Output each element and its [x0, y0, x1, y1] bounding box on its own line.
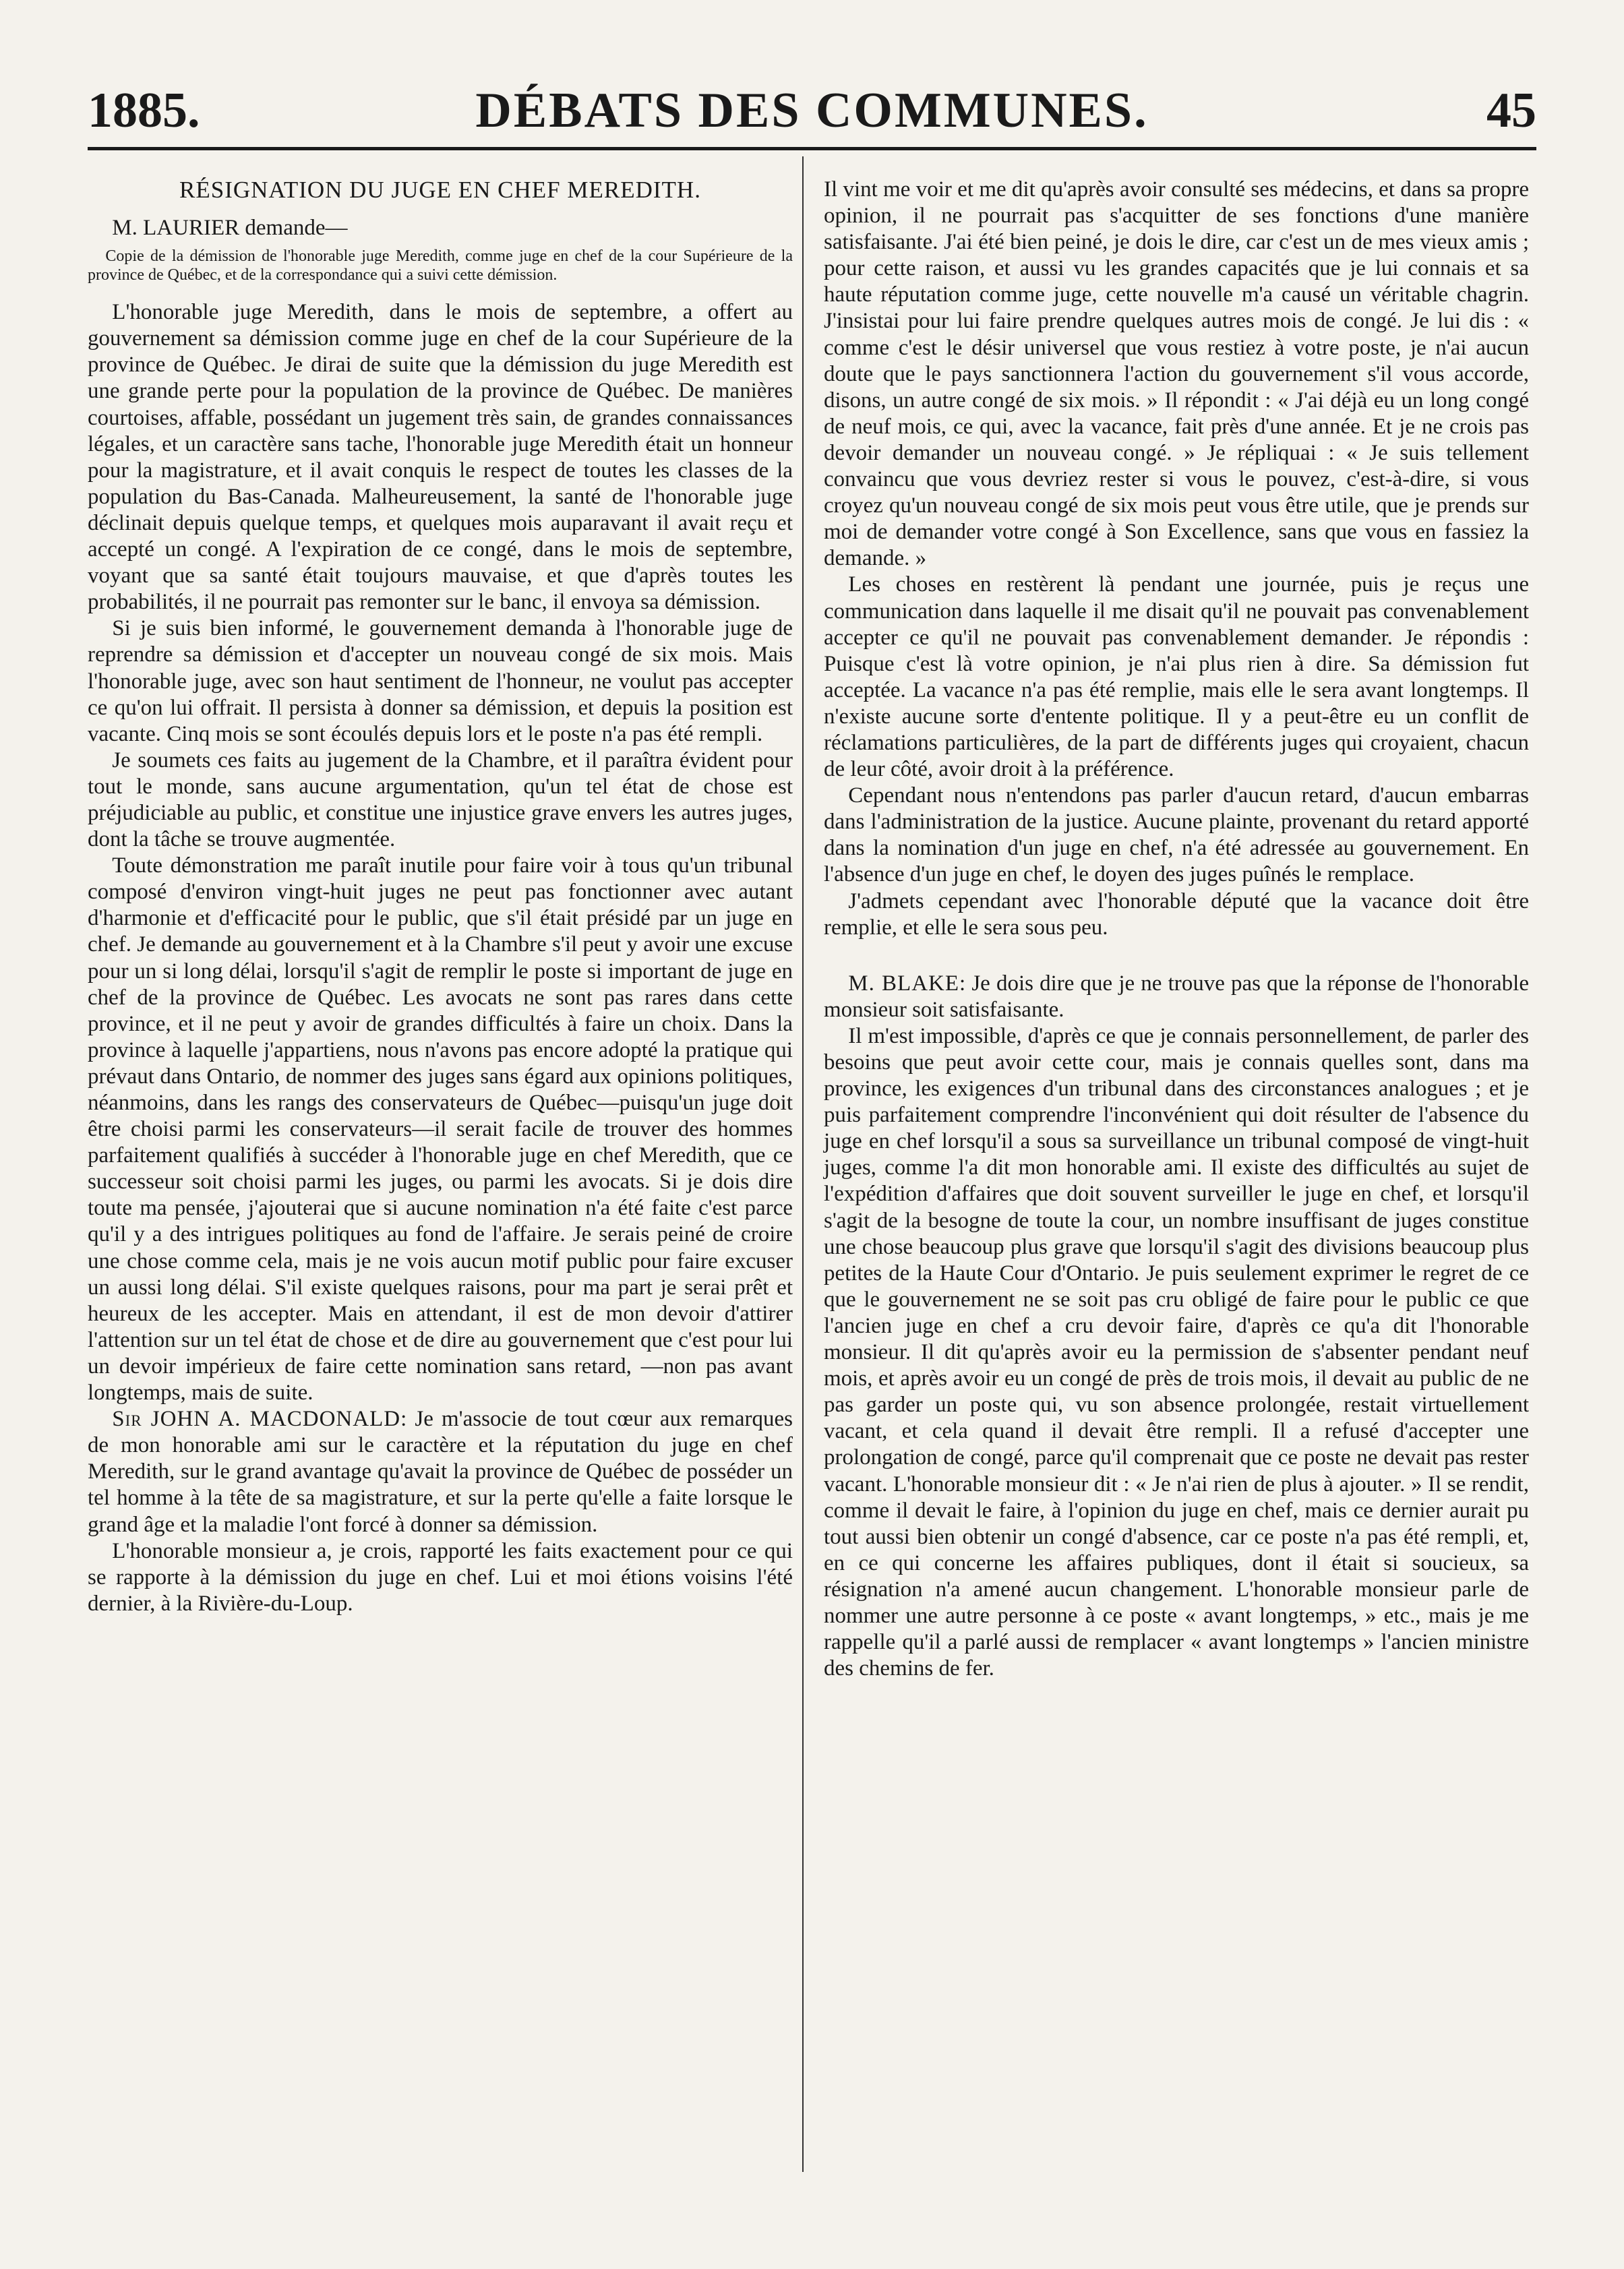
header-title: DÉBATS DES COMMUNES.: [475, 83, 1149, 138]
section-title: RÉSIGNATION DU JUGE EN CHEF MEREDITH.: [179, 177, 701, 203]
speech-text: : Je m'associe de tout cœur aux remarques de mon honorable ami sur le caractère et la réputation du juge en chef Meredith, sur le grand avantage qu'avait la province de Québec de posséder un tel homme à la tête de sa magistrature, et sur la perte qu'elle a faite lorsque le grand âge et la maladie l'ont forcé à donner sa démission.: [88, 1407, 793, 1537]
paragraph: J'admets cependant avec l'honorable député que la vacance doit être remplie, et elle le sera sous peu.: [824, 888, 1529, 940]
motion-text: Copie de la démission de l'honorable juge Meredith, comme juge en chef de la cour Supérieure de la province de Québec, et de la correspondance qui a suivi cette démission.: [88, 247, 793, 284]
paragraph: Je soumets ces faits au jugement de la Chambre, et il paraîtra évident pour tout le monde, sans aucune argumentation, qu'un tel état de chose est préjudiciable au public, et constitue une injustice grave envers les autres juges, dont la tâche se trouve augmentée.: [88, 748, 793, 852]
header-year: 1885.: [88, 83, 200, 138]
paragraph: Toute démonstration me paraît inutile pour faire voir à tous qu'un tribunal composé d'environ vingt-huit juges ne peut pas fonctionner avec autant d'harmonie et d'efficacité pour le public, que s'il était présidé par un juge en chef. Je demande au gouvernement et à la Chambre s'il peut y avoir une excuse pour un si long délai, lorsqu'il s'agit de remplir le poste si important de juge en chef de la province de Québec. Les avocats ne sont pas rares dans cette province, et il ne peut y avoir de grandes difficultés à faire un choix. Dans la province à laquelle j'appartiens, nous n'avons pas encore adopté la pratique qui prévaut dans Ontario, de nommer des juges sans égard aux opinions politiques, néanmoins, dans les rangs des conservateurs de Québec—puisqu'un juge doit être choisi parmi les conservateurs—il serait facile de trouver des hommes parfaitement qualifiés à succéder à l'honorable juge en chef Meredith, que ce successeur soit choisi parmi les juges, ou parmi les avocats. Si je dois dire toute ma pensée, j'ajouterai que si aucune nomination n'a été faite c'est parce qu'il y a des intrigues politiques au fond de l'affaire. Je serais peiné de croire une chose comme cela, mais je ne vois aucun motif public pour faire excuser un aussi long délai. S'il existe quelques raisons, pour ma part je serai prêt et heureux de les accepter. Mais en attendant, il est de mon devoir d'attirer l'attention sur un tel état de chose et de dire au gouvernement que c'est pour lui un devoir impérieux de faire cette nomination sans retard, —non pas avant longtemps, mais de suite.: [88, 853, 793, 1405]
speaker-name: M. BLAKE: [848, 971, 960, 996]
paragraph: Si je suis bien informé, le gouvernement demanda à l'honorable juge de reprendre sa démission et d'accepter un nouveau congé de six mois. Mais l'honorable juge, avec son haut sentiment de l'honneur, ne voulut pas accepter ce qu'on lui offrait. Il persista à donner sa démission, et depuis la position est vacante. Cinq mois se sont écoulés depuis lors et le poste n'a pas été rempli.: [88, 616, 793, 746]
spacer: [824, 941, 1529, 971]
speech-paragraph: [88, 1406, 793, 1538]
laurier-intro: M. LAURIER demande—: [112, 216, 348, 241]
paragraph: L'honorable monsieur a, je crois, rapporté les faits exactement pour ce qui se rapporte à la démission du juge en chef. Lui et moi étions voisins l'été dernier, à la Rivière-du-Loup.: [88, 1538, 793, 1616]
page-header: [88, 74, 1536, 148]
page-number: 45: [1486, 83, 1536, 138]
paragraph: L'honorable juge Meredith, dans le mois de septembre, a offert au gouvernement sa démission comme juge en chef de la cour Supérieure de la province de Québec. Je dirai de suite que la démission du juge Meredith est une grande perte pour la population de la province de Québec. De manières courtoises, affable, possédant un jugement très sain, de grandes connaissances légales, et un caractère sans tache, l'honorable juge Meredith était un honneur pour la magistrature, et il avait conquis le respect de toutes les classes de la population du Bas-Canada. Malheureusement, la santé de l'honorable juge déclinait depuis quelque temps, et quelques mois auparavant il avait reçu et accepté un congé. A l'expiration de ce congé, dans le mois de septembre, voyant que sa santé était toujours mauvaise, et que d'après toutes les probabilités, il ne pourrait pas remonter sur le banc, il envoya sa démission.: [88, 300, 793, 615]
speaker-name: Sir JOHN A. MACDONALD: [112, 1407, 401, 1432]
column-divider: [802, 156, 804, 2172]
paragraph: Les choses en restèrent là pendant une journée, puis je reçus une communication dans laquelle il me disait qu'il ne pouvait pas convenablement accepter ce qu'il ne pouvait pas convenablement demander. Je répondis : Puisque c'est là votre opinion, je n'ai plus rien à dire. Sa démission fut acceptée. La vacance n'a pas été remplie, mais elle le sera avant longtemps. Il n'existe aucune sorte d'entente politique. Il y a peut-être eu un conflit de réclamations particulières, de la part de différents juges qui croyaient, chacun de leur côté, avoir droit à la préférence.: [824, 572, 1529, 782]
paragraph: Il m'est impossible, d'après ce que je connais personnellement, de parler des besoins que peut avoir cette cour, mais je connais quelles sont, dans ma province, les exigences d'un tribunal dans des circonstances analogues ; et je puis parfaitement comprendre l'inconvénient qui doit résulter de l'absence du juge en chef lorsqu'il a sous sa surveillance un tribunal composé de vingt-huit juges, comme l'a dit mon honorable ami. Il existe des difficultés au sujet de l'expédition d'affaires que doit souvent surveiller le juge en chef, et lorsqu'il s'agit de la besogne de toute la cour, un nombre insuffisant de juges constitue une chose beaucoup plus grave que lorsqu'il s'agit des divisions beaucoup plus petites de la Haute Cour d'Ontario. Je puis seulement exprimer le regret de ce que le gouvernement ne se soit pas cru obligé de faire pour le public ce que l'ancien juge en chef a cru devoir faire, d'après ce qu'a dit l'honorable monsieur. Il dit qu'après avoir eu la permission de s'absenter pendant neuf mois, et après avoir eu un congé de près de trois mois, il devait au public de ne pas garder un poste qui, vu son absence prolongée, restait virtuellement vacant, et cela quand il devait être rempli. Il a refusé d'accepter une prolongation de congé, parce qu'il comprenait que ce poste ne devait pas rester vacant. L'honorable monsieur dit : « Je n'ai rien de plus à ajouter. » Il se rendit, comme il devait le faire, à l'opinion du juge en chef, mais ce dernier aurait pu tout aussi bien obtenir un congé d'absence, car ce poste n'a pas été rempli, et, en ce qui concerne les affaires publiques, dont il était si soucieux, sa résignation n'a amené aucun changement. L'honorable monsieur parle de nommer une autre personne à ce poste « avant longtemps, » etc., mais je me rappelle qu'il a parlé aussi de remplacer « avant longtemps » l'ancien ministre des chemins de fer.: [824, 1023, 1529, 1681]
paragraph: Il vint me voir et me dit qu'après avoir consulté ses médecins, et dans sa propre opinion, il ne pourrait pas s'acquitter de ses fonctions d'une manière satisfaisante. J'ai été bien peiné, je dois le dire, car c'est un de mes vieux amis ; pour cette raison, et aussi vu les grandes capacités que je lui connais et sa haute réputation comme juge, cette nouvelle m'a causé un véritable chagrin. J'insistai pour lui faire prendre quelques autres mois de congé. Je lui dis : « comme c'est le désir universel que vous restiez à votre poste, je n'ai aucun doute que le pays sanctionnera l'action du gouvernement s'il vous accorde, disons, un autre congé de six mois. » Il répondit : « J'ai déjà eu un long congé de neuf mois, ce qui, avec la vacance, fait près d'une année. Et je ne crois pas devoir demander un nouveau congé. » Je répliquai : « Je suis tellement convaincu que vous devriez rester si vous le pouvez, c'est-à-dire, si vous croyez qu'un nouveau congé de six mois peut vous être utile, que je prends sur moi de demander votre congé à Son Excellence, sans que vous en fassiez la demande. »: [824, 177, 1529, 571]
speech-paragraph: [824, 971, 1529, 1023]
paragraph: Cependant nous n'entendons pas parler d'aucun retard, d'aucun embarras dans l'administration de la justice. Aucune plainte, provenant du retard apporté dans la nomination d'un juge en chef, n'a été adressée au gouvernement. En l'absence d'un juge en chef, le doyen des juges puînés le remplace.: [824, 783, 1529, 887]
header-rule: [88, 147, 1536, 150]
speech-text: : Je dois dire que je ne trouve pas que la réponse de l'honorable monsieur soit satisfaisante.: [824, 971, 1529, 1022]
right-column: [824, 177, 1529, 1682]
left-column: [88, 177, 793, 1617]
